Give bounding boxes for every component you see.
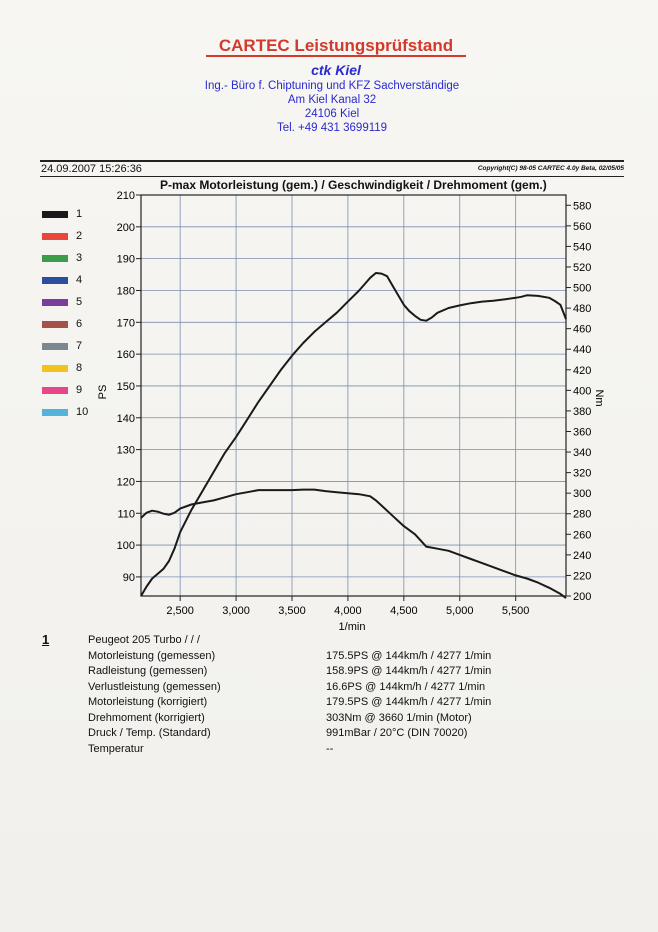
legend-swatch [42, 299, 68, 306]
legend-swatch [42, 255, 68, 262]
y-tick-label: 150 [116, 380, 135, 393]
y-axis-label: PS [97, 384, 109, 400]
results-index: 1 [42, 632, 50, 647]
y-tick-label: 100 [116, 540, 135, 553]
y-tick-label: 110 [117, 508, 135, 521]
result-label: Drehmoment (korrigiert) [88, 711, 205, 724]
result-value: -- [326, 742, 334, 755]
result-label: Motorleistung (korrigiert) [88, 696, 208, 708]
y2-tick-label: 560 [573, 220, 592, 233]
legend-label: 8 [76, 362, 83, 374]
x-tick-label: 4,000 [334, 605, 362, 617]
y2-tick-label: 220 [573, 570, 592, 583]
y2-tick-label: 500 [573, 282, 592, 295]
x-tick-label: 3,000 [222, 605, 250, 617]
legend-swatch [42, 277, 68, 284]
y2-tick-label: 360 [573, 426, 592, 439]
result-label: Verlustleistung (gemessen) [88, 680, 221, 693]
legend-swatch [42, 321, 68, 328]
legend-label: 1 [76, 208, 83, 220]
legend-label: 3 [76, 252, 83, 264]
y2-tick-label: 260 [573, 529, 592, 542]
y2-tick-label: 300 [573, 488, 592, 501]
series-line-motorleistung [141, 273, 566, 596]
y2-axis-label: Nm [593, 389, 605, 407]
y-tick-label: 170 [116, 317, 135, 330]
y-tick-label: 90 [122, 571, 135, 584]
y2-tick-label: 540 [573, 241, 592, 254]
result-value: 991mBar / 20°C (DIN 70020) [326, 727, 468, 739]
legend-label: 7 [76, 340, 83, 352]
legend-swatch [42, 409, 68, 416]
y-tick-label: 200 [116, 221, 135, 234]
header-line-2: Am Kiel Kanal 32 [287, 94, 377, 106]
y2-tick-label: 280 [573, 508, 592, 521]
y2-tick-label: 440 [573, 344, 592, 357]
x-tick-label: 3,500 [278, 605, 306, 617]
result-label: Radleistung (gemessen) [88, 665, 208, 677]
copyright-note: Copyright(C) 98-05 CARTEC 4.0y Beta, 02/05/05 [477, 165, 624, 172]
y-tick-label: 190 [116, 253, 135, 266]
y-tick-label: 120 [116, 476, 135, 489]
header-line-4: Tel. +49 431 3699119 [276, 122, 388, 134]
x-tick-label: 5,500 [501, 605, 530, 617]
y2-tick-label: 460 [573, 323, 592, 336]
y2-tick-label: 580 [573, 200, 592, 213]
y2-tick-label: 400 [573, 385, 592, 398]
y2-tick-label: 380 [573, 405, 592, 418]
y-tick-label: 160 [116, 349, 135, 362]
result-value: 179.5PS @ 144km/h / 4277 1/min [326, 696, 492, 708]
legend-label: 10 [76, 406, 89, 418]
legend-label: 5 [76, 296, 83, 308]
legend-swatch [42, 365, 68, 372]
legend-swatch [42, 211, 68, 218]
legend-swatch [42, 343, 68, 350]
y2-tick-label: 340 [573, 447, 592, 460]
series-line-drehmoment [141, 490, 566, 598]
x-axis-label: 1/min [338, 621, 366, 633]
result-label: Motorleistung (gemessen) [88, 649, 216, 662]
legend-label: 2 [76, 230, 83, 242]
x-tick-label: 5,000 [445, 605, 474, 617]
chart-grid [141, 195, 566, 596]
result-label: Temperatur [88, 742, 144, 755]
plot-frame [141, 195, 566, 596]
header-line-3: 24106 Kiel [304, 108, 360, 120]
result-value: 158.9PS @ 144km/h / 4277 1/min [326, 665, 492, 677]
report-timestamp: 24.09.2007 15:26:36 [41, 163, 142, 175]
result-value: 303Nm @ 3660 1/min (Motor) [326, 711, 472, 724]
header-company: ctk Kiel [311, 62, 361, 78]
chart-axes [117, 190, 592, 617]
chart-series [141, 273, 566, 598]
result-value: 175.5PS @ 144km/h / 4277 1/min [326, 649, 492, 662]
y2-tick-label: 240 [573, 549, 592, 562]
header-line-1: Ing.- Büro f. Chiptuning und KFZ Sachverständige [204, 80, 460, 92]
y-tick-label: 130 [116, 444, 135, 457]
result-value: 16.6PS @ 144km/h / 4277 1/min [326, 680, 486, 693]
legend-swatch [42, 233, 68, 240]
y-tick-label: 210 [116, 190, 135, 202]
x-tick-label: 4,500 [390, 605, 418, 617]
legend-label: 4 [76, 274, 83, 286]
legend-swatch [42, 387, 68, 394]
legend-label: 6 [76, 318, 83, 330]
chart-title: P-max Motorleistung (gem.) / Geschwindigkeit / Drehmoment (gem.) [160, 178, 547, 192]
y2-tick-label: 320 [573, 467, 592, 480]
y2-tick-label: 480 [573, 303, 592, 316]
header-title: CARTEC Leistungsprüfstand [218, 36, 454, 55]
legend-label: 9 [76, 384, 83, 396]
y2-tick-label: 520 [573, 261, 592, 274]
y-tick-label: 180 [116, 285, 135, 298]
x-tick-label: 2,500 [166, 605, 194, 617]
y-tick-label: 140 [116, 412, 135, 425]
y2-tick-label: 420 [573, 364, 592, 377]
y2-tick-label: 200 [573, 591, 592, 603]
result-label: Peugeot 205 Turbo / / / [88, 634, 200, 646]
result-label: Druck / Temp. (Standard) [88, 727, 211, 739]
